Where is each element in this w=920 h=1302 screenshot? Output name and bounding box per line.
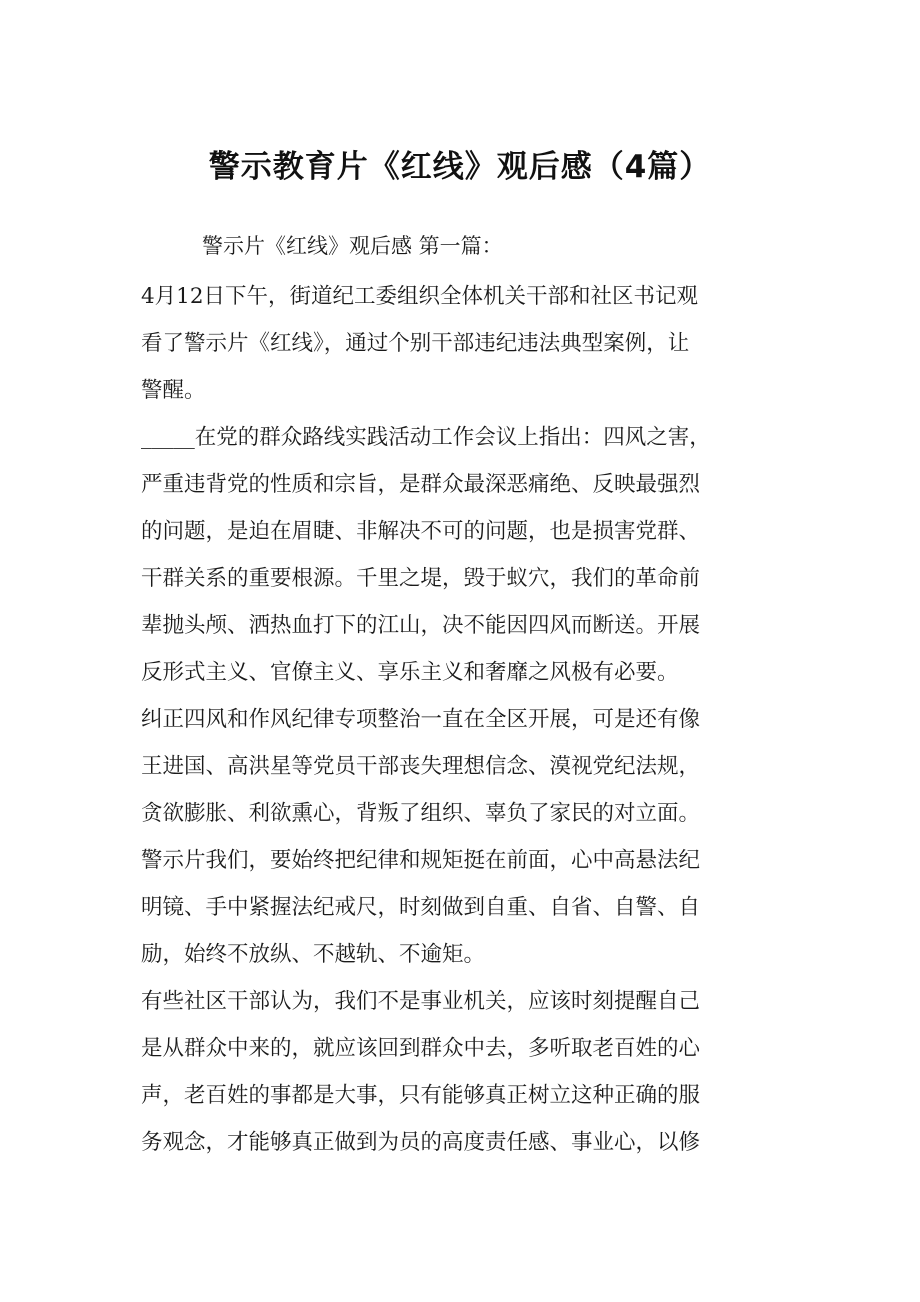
body-line: 励，始终不放纵、不越轨、不逾矩。 <box>141 942 486 967</box>
body-line: 明镜、手中紧握法纪戒尺，时刻做到自重、自省、自警、自 <box>141 895 701 920</box>
body-line: 4月12日下午，街道纪工委组织全体机关干部和社区书记观 <box>141 284 699 309</box>
body-line: 纠正四风和作风纪律专项整治一直在全区开展，可是还有像 <box>141 707 701 732</box>
document-body <box>141 273 791 1166</box>
body-line: 是从群众中来的，就应该回到群众中去，多听取老百姓的心 <box>141 1036 701 1061</box>
body-line: 王进国、高洪星等党员干部丧失理想信念、漠视党纪法规， <box>141 754 701 779</box>
body-line: 务观念，才能够真正做到为员的高度责任感、事业心，以修 <box>141 1130 701 1155</box>
body-line: 辈抛头颅、洒热血打下的江山，决不能因四风而断送。开展 <box>141 613 701 638</box>
body-line: 干群关系的重要根源。千里之堤，毁于蚁穴，我们的革命前 <box>141 566 701 591</box>
body-line: 有些社区干部认为，我们不是事业机关，应该时刻提醒自己 <box>141 989 701 1014</box>
body-line: 反形式主义、官僚主义、享乐主义和奢靡之风极有必要。 <box>141 660 679 685</box>
body-line: 严重违背党的性质和宗旨，是群众最深恶痛绝、反映最强烈 <box>141 472 701 497</box>
body-line: 警醒。 <box>141 378 206 403</box>
body-line: 警示片我们，要始终把纪律和规矩挺在前面，心中高悬法纪 <box>141 848 701 873</box>
body-line: 贪欲膨胀、利欲熏心，背叛了组织、辜负了家民的对立面。 <box>141 801 701 826</box>
body-line: 声，老百姓的事都是大事，只有能够真正树立这种正确的服 <box>141 1083 701 1108</box>
body-line: 看了警示片《红线》，通过个别干部违纪违法典型案例，让 <box>141 331 690 356</box>
body-line: _____在党的群众路线实践活动工作会议上指出：四风之害， <box>141 425 711 450</box>
body-line: 的问题，是迫在眉睫、非解决不可的问题，也是损害党群、 <box>141 519 701 544</box>
document-title: 警示教育片《红线》观后感（4篇） <box>208 149 712 185</box>
document-subtitle: 警示片《红线》观后感 第一篇： <box>202 234 503 258</box>
